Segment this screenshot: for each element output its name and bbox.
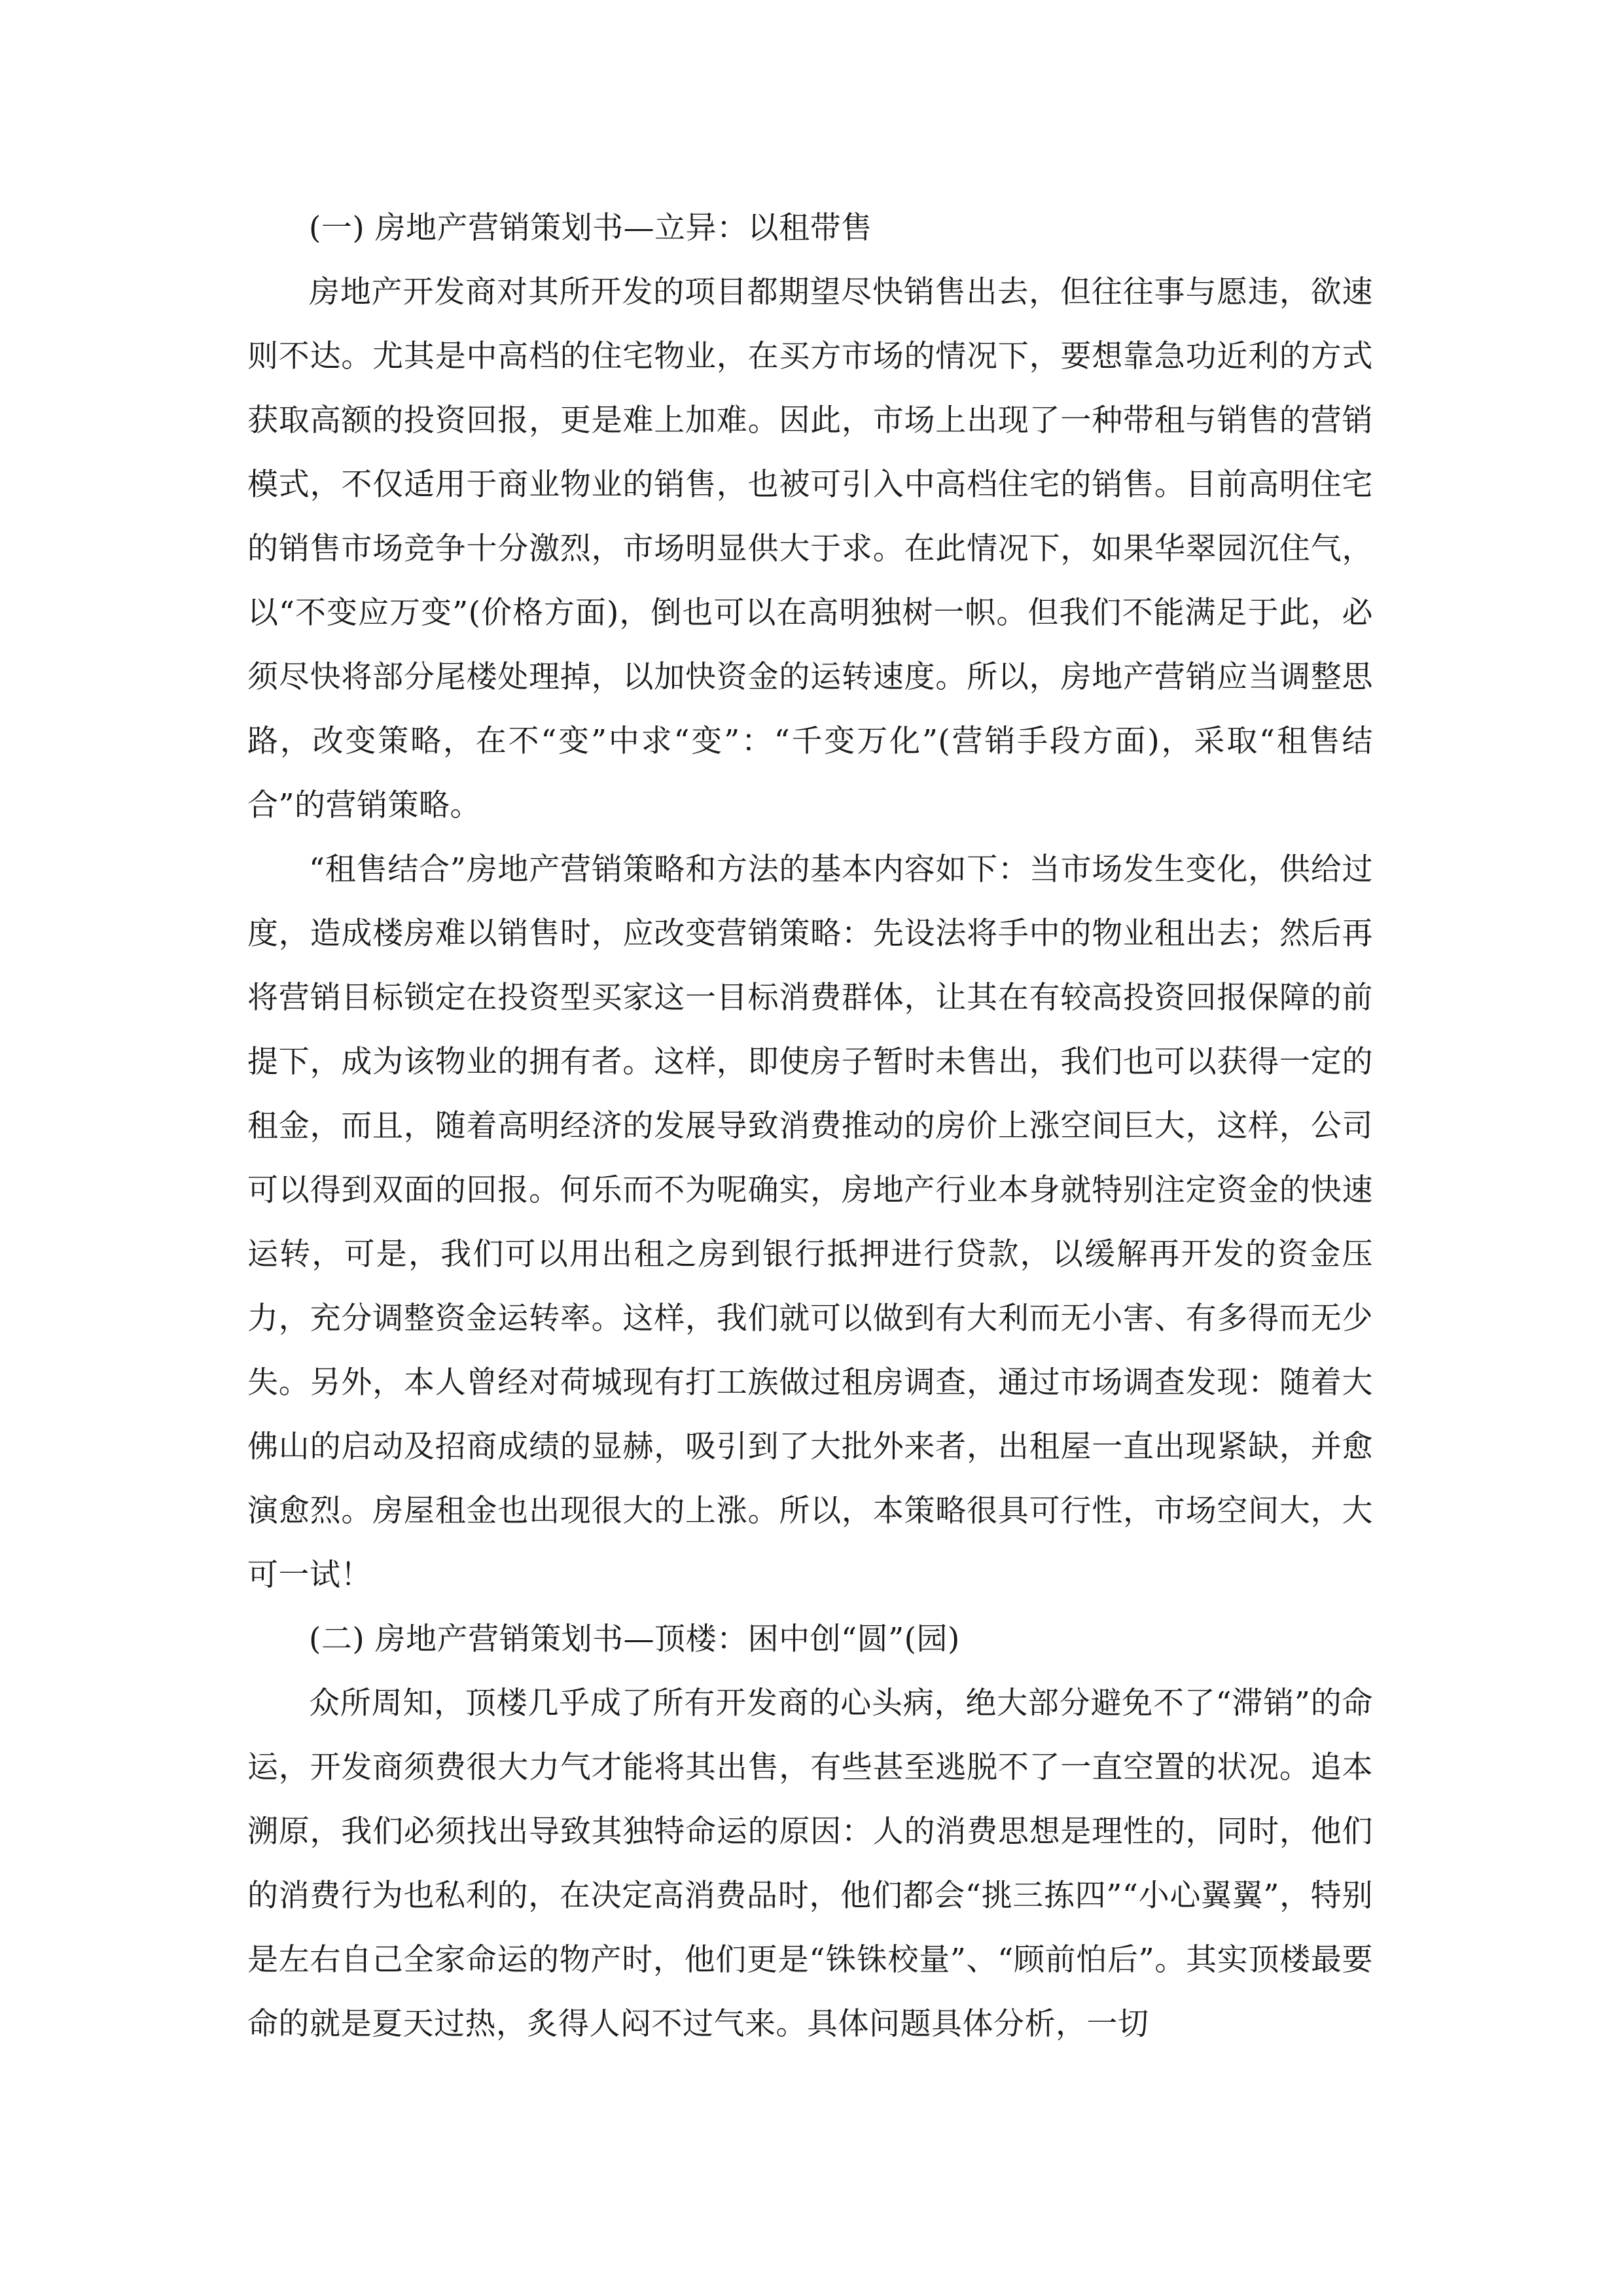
section-1-paragraph-2: “租售结合”房地产营销策略和方法的基本内容如下：当市场发生变化，供给过度，造成楼房难以销售时，应改变营销策略：先设法将手中的物业租出去；然后再将营销目标锁定在投资型买家这一目标消费群体，让其在有较高投资回报保障的前提下，成为该物业的拥有者。这样，即使房子暂时未售出，我们也可以获得一定的租金，而且，随着高明经济的发展导致消费推动的房价上涨空间巨大，这样，公司可以得到双面的回报。何乐而不为呢确实，房地产行业本身就特别注定资金的快速运转，可是，我们可以用出租之房到银行抵押进行贷款，以缓解再开发的资金压力，充分调整资金运转率。这样，我们就可以做到有大利而无小害、有多得而无少失。另外，本人曾经对荷城现有打工族做过租房调查，通过市场调查发现：随着大佛山的启动及招商成绩的显赫，吸引到了大批外来者，出租屋一直出现紧缺，并愈演愈烈。房屋租金也出现很大的上涨。所以，本策略很具可行性，市场空间大，大可一试！ <box>247 852 1373 1593</box>
section-1-paragraph-1: 房地产开发商对其所开发的项目都期望尽快销售出去，但往往事与愿违，欲速则不达。尤其是中高档的住宅物业，在买方市场的情况下，要想靠急功近利的方式获取高额的投资回报，更是难上加难。因此，市场上出现了一种带租与销售的营销模式，不仅适用于商业物业的销售，也被可引入中高档住宅的销售。目前高明住宅的销售市场竞争十分激烈，市场明显供大于求。在此情况下，如果华翠园沉住气，以“不变应万变”(价格方面)，倒也可以在高明独树一帜。但我们不能满足于此，必须尽快将部分尾楼处理掉，以加快资金的运转速度。所以，房地产营销应当调整思路，改变策略，在不“变”中求“变”：“千变万化”(营销手段方面)，采取“租售结合”的营销策略。 <box>247 274 1373 823</box>
section-2-paragraph-1: 众所周知，顶楼几乎成了所有开发商的心头病，绝大部分避免不了“滞销”的命运，开发商须费很大力气才能将其出售，有些甚至逃脱不了一直空置的状况。追本溯原，我们必须找出导致其独特命运的原因：人的消费思想是理性的，同时，他们的消费行为也私利的，在决定高消费品时，他们都会“挑三拣四”“小心翼翼”，特别是左右自己全家命运的物产时，他们更是“铢铢校量”、“顾前怕后”。其实顶楼最要命的就是夏天过热，炙得人闷不过气来。具体问题具体分析，一切 <box>247 1685 1373 2042</box>
section-2-heading: (二) 房地产营销策划书—顶楼：困中创“圆”(园) <box>309 1621 960 1657</box>
section-1-heading: (一) 房地产营销策划书—立异：以租带售 <box>309 210 872 246</box>
document-body <box>247 196 1373 2056</box>
